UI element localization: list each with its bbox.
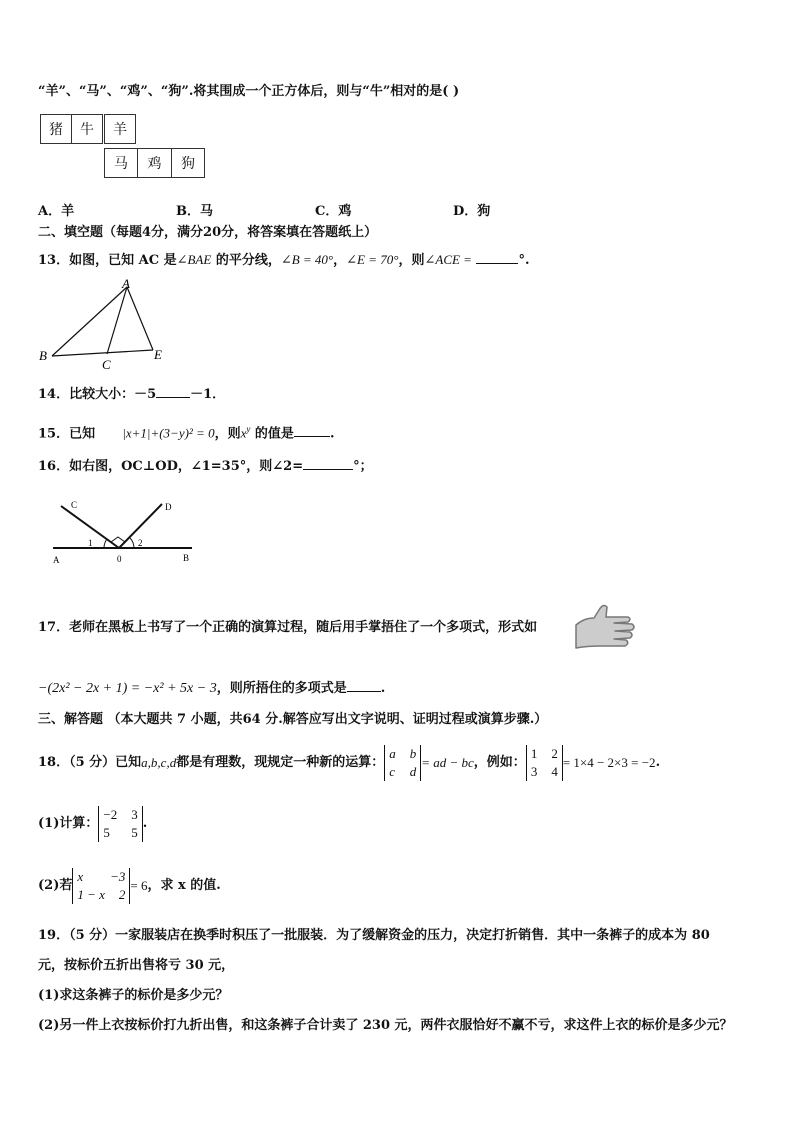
q17-line1: 17．老师在黑板上书写了一个正确的演算过程，随后用手掌捂住了一个多项式，形式如 bbox=[38, 620, 538, 635]
det-entry: 4 bbox=[551, 764, 558, 779]
q13-cond1: ∠B = 40° bbox=[280, 252, 334, 267]
q19-part2: (2)另一件上衣按标价打九折出售，和这条裤子合计卖了 230 元，两件衣服恰好不赢不亏，求这件上衣的标价是多少元？ bbox=[38, 1018, 733, 1033]
q18-part1 bbox=[38, 806, 147, 842]
q16-text: 16．如右图，OC⊥OD，∠1=35°，则∠2= bbox=[38, 459, 304, 474]
q13-text: ，则 bbox=[398, 253, 425, 268]
label-2: 2 bbox=[138, 538, 143, 548]
q18-vars: a,b,c,d bbox=[141, 755, 177, 770]
q19-part1: (1)求这条裤子的标价是多少元？ bbox=[38, 988, 229, 1003]
net-cell: 猪 bbox=[40, 114, 72, 144]
answer-blank[interactable] bbox=[303, 457, 353, 470]
label-b: B bbox=[183, 553, 190, 563]
hand-icon bbox=[572, 598, 638, 656]
q13-line: 13．如图，已知 AC 是∠BAE 的平分线，∠B = 40°，∠E = 70°，则∠ACE = °. bbox=[38, 252, 530, 268]
det-entry: d bbox=[409, 764, 417, 779]
q12-stem: “羊”、“马”、“鸡”、“狗”.将其围成一个正方体后，则与“牛”相对的是( ) bbox=[38, 84, 460, 99]
det-entry: 2 bbox=[118, 887, 126, 902]
q15-base: x bbox=[240, 425, 247, 441]
q15-line bbox=[38, 421, 334, 442]
label-e: E bbox=[154, 347, 162, 362]
det-entry: −3 bbox=[110, 869, 126, 884]
det-entry: −2 bbox=[103, 807, 118, 822]
net-cell: 狗 bbox=[171, 148, 205, 178]
det-entry: 2 bbox=[551, 746, 558, 761]
label-1: 1 bbox=[88, 538, 93, 548]
triangle-figure bbox=[36, 276, 176, 372]
section-2-heading: 二、填空题（每题4分，满分20分，将答案填在答题纸上） bbox=[38, 225, 378, 240]
def-determinant bbox=[384, 745, 421, 781]
q14-line bbox=[38, 385, 225, 403]
net-cell: 羊 bbox=[104, 114, 136, 144]
q18-line bbox=[38, 745, 660, 781]
p1-determinant bbox=[98, 806, 142, 842]
net-cell: 马 bbox=[104, 148, 138, 178]
label-a: A bbox=[53, 555, 60, 565]
q16-line bbox=[38, 457, 373, 475]
q13-text: 13．如图，已知 AC 是 bbox=[38, 253, 177, 268]
label-d: D bbox=[165, 502, 172, 512]
q19-line1: 19．（5 分）一家服装店在换季时积压了一批服装．为了缓解资金的压力，决定打折销售．其中一条裤子的成本为 80 bbox=[38, 928, 710, 943]
label-b: B bbox=[39, 348, 47, 363]
q13-cond2: ∠E = 70° bbox=[346, 252, 399, 267]
angle-figure bbox=[46, 494, 206, 570]
label-c: C bbox=[71, 500, 78, 510]
option-a: A．羊 bbox=[38, 204, 75, 219]
option-b: B．马 bbox=[176, 204, 213, 219]
answer-blank[interactable] bbox=[156, 385, 190, 398]
label-a: A bbox=[122, 276, 130, 291]
det-entry: x bbox=[77, 869, 84, 884]
answer-blank[interactable] bbox=[347, 679, 381, 692]
part-end: ，求 x 的值. bbox=[147, 878, 221, 893]
part-label: (2)若 bbox=[38, 878, 73, 893]
det-entry: 1 bbox=[530, 746, 538, 761]
q17-text: ，则所捂住的多项式是 bbox=[216, 681, 347, 696]
q15-text: ，则 bbox=[214, 426, 241, 442]
q14-text: －1． bbox=[190, 387, 226, 402]
q15-exp: y bbox=[246, 424, 251, 434]
q18-text: ，例如： bbox=[473, 755, 526, 770]
def-rhs: = ad − bc bbox=[421, 755, 474, 770]
q17-line2 bbox=[38, 679, 385, 697]
q19-line2: 元，按标价五折出售将亏 30 元， bbox=[38, 958, 235, 973]
det-entry: b bbox=[409, 746, 417, 761]
q14-text: 14．比较大小：－5 bbox=[38, 387, 157, 402]
net-cell: 鸡 bbox=[137, 148, 172, 178]
answer-blank[interactable] bbox=[294, 424, 330, 437]
q13-ask: ∠ACE = bbox=[424, 252, 472, 267]
q18-part2 bbox=[38, 868, 221, 904]
q15-expr: |x+1|+(3−y)² = 0 bbox=[122, 425, 215, 441]
q15-text: 15．已知 bbox=[38, 426, 96, 442]
det-entry: c bbox=[389, 764, 395, 779]
det-entry: a bbox=[389, 746, 396, 761]
label-o: 0 bbox=[117, 554, 122, 564]
net-cell: 牛 bbox=[71, 114, 103, 144]
example-determinant bbox=[526, 745, 563, 781]
answer-blank[interactable] bbox=[476, 251, 518, 264]
q18-text: 18．（5 分）已知 bbox=[38, 755, 142, 770]
q15-end: . bbox=[329, 426, 335, 442]
option-c: C．鸡 bbox=[315, 204, 352, 219]
q18-text: 都是有理数，现规定一种新的运算： bbox=[176, 755, 385, 770]
det-entry: 5 bbox=[131, 825, 138, 840]
q18-end: . bbox=[655, 755, 661, 770]
part-end: . bbox=[142, 816, 148, 831]
part-label: (1)计算： bbox=[38, 816, 99, 831]
q13-angle: ∠BAE bbox=[176, 252, 212, 267]
option-d: D．狗 bbox=[453, 204, 491, 219]
q13-text: 的平分线， bbox=[211, 253, 281, 268]
q17-expr: −(2x² − 2x + 1) = −x² + 5x − 3 bbox=[38, 681, 217, 696]
det-entry: 5 bbox=[103, 825, 110, 840]
example-rhs: = 1×4 − 2×3 = −2 bbox=[562, 755, 656, 770]
p2-determinant bbox=[72, 868, 130, 904]
q15-text: 的值是 bbox=[254, 426, 294, 442]
section-3-heading: 三、解答题 （本大题共 7 小题，共64 分.解答应写出文字说明、证明过程或演算步骤.） bbox=[38, 712, 548, 727]
det-entry: 3 bbox=[131, 807, 138, 822]
q16-end: °； bbox=[353, 459, 373, 474]
label-c: C bbox=[102, 357, 111, 372]
det-entry: 3 bbox=[530, 764, 538, 779]
q17-end: . bbox=[380, 681, 386, 696]
det-entry: 1 − x bbox=[77, 887, 105, 902]
p2-rhs: = 6 bbox=[130, 878, 148, 893]
q13-end: °. bbox=[518, 253, 530, 268]
